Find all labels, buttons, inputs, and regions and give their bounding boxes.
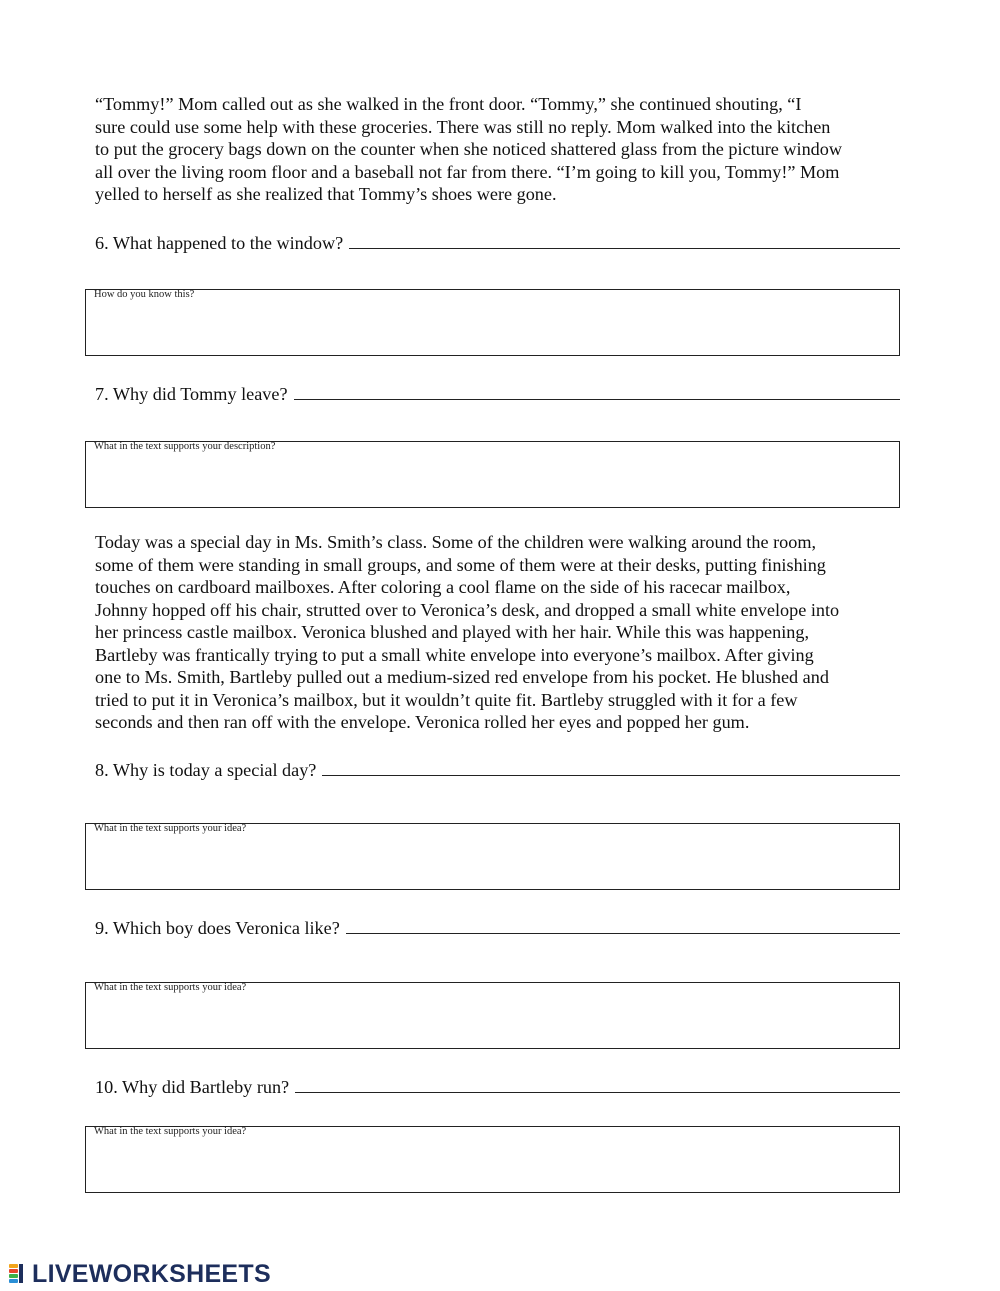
question-6 (95, 230, 900, 254)
passage-2-line: Johnny hopped off his chair, strutted over to Veronica’s desk, and dropped a small white envelope into (95, 599, 840, 620)
question-6-text: 6. What happened to the window? (95, 233, 344, 253)
question-10-text: 10. Why did Bartleby run? (95, 1077, 290, 1097)
question-7 (95, 381, 900, 405)
passage-1-line: to put the grocery bags down on the counter when she noticed shattered glass from the picture window (95, 139, 843, 159)
question-8-reason-label: What in the text supports your idea? (94, 823, 247, 834)
question-10-reason-box (85, 1126, 900, 1193)
question-8 (95, 757, 900, 781)
question-6-answer-input[interactable] (349, 247, 900, 249)
question-7-answer-input[interactable] (294, 398, 900, 400)
question-7-text: 7. Why did Tommy leave? (95, 384, 288, 404)
question-9 (95, 915, 900, 939)
passage-1 (95, 93, 907, 206)
question-10 (95, 1074, 900, 1098)
question-10-answer-input[interactable] (295, 1091, 900, 1093)
passage-2-line: Bartleby was frantically trying to put a small white envelope into everyone’s mailbox. After giving (95, 644, 814, 665)
passage-2-line: Today was a special day in Ms. Smith’s class. Some of the children were walking around the room, (95, 532, 817, 552)
question-8-reason-box (85, 823, 900, 890)
liveworksheets-logo[interactable] (8, 1259, 271, 1289)
question-9-reason-label: What in the text supports your idea? (94, 982, 247, 993)
question-7-reason-label: What in the text supports your description? (94, 441, 276, 452)
passage-1-line: yelled to herself as she realized that Tommy’s shoes were gone. (95, 184, 557, 204)
passage-1-line: “Tommy!” Mom called out as she walked in the front door. “Tommy,” she continued shouting, “I (95, 94, 802, 114)
passage-2-line: some of them were standing in small groups, and some of them were at their desks, putting finishing (95, 554, 826, 575)
question-8-reason-input[interactable] (90, 838, 895, 885)
passage-2-line: her princess castle mailbox. Veronica blushed and played with her hair. While this was happening, (95, 622, 810, 642)
question-7-reason-input[interactable] (90, 456, 895, 503)
question-6-reason-label: How do you know this? (94, 289, 195, 300)
question-6-reason-box (85, 289, 900, 356)
passage-2 (95, 531, 907, 734)
question-10-reason-input[interactable] (90, 1141, 895, 1188)
question-10-reason-label: What in the text supports your idea? (94, 1126, 247, 1137)
question-9-reason-input[interactable] (90, 997, 895, 1044)
passage-2-line: seconds and then ran off with the envelope. Veronica rolled her eyes and popped her gum. (95, 712, 750, 732)
question-9-reason-box (85, 982, 900, 1049)
question-6-reason-input[interactable] (90, 304, 895, 351)
question-8-text: 8. Why is today a special day? (95, 760, 317, 780)
passage-1-line: sure could use some help with these groceries. There was still no reply. Mom walked into the kitchen (95, 116, 831, 137)
question-8-answer-input[interactable] (322, 774, 900, 776)
passage-1-line: all over the living room floor and a baseball not far from there. “I’m going to kill you, Tommy!” Mom (95, 161, 840, 182)
passage-2-line: one to Ms. Smith, Bartleby pulled out a medium-sized red envelope from his pocket. He blushed and (95, 667, 829, 687)
liveworksheets-logo-text: LIVEWORKSHEETS (32, 1259, 271, 1288)
question-9-text: 9. Which boy does Veronica like? (95, 918, 340, 938)
passage-2-line: tried to put it in Veronica’s mailbox, but it wouldn’t quite fit. Bartleby struggled with it for a few (95, 689, 798, 710)
question-7-reason-box (85, 441, 900, 508)
question-9-answer-input[interactable] (346, 932, 900, 934)
liveworksheets-logo-icon (8, 1262, 30, 1286)
passage-2-line: touches on cardboard mailboxes. After coloring a cool flame on the side of his racecar mailbox, (95, 577, 791, 597)
